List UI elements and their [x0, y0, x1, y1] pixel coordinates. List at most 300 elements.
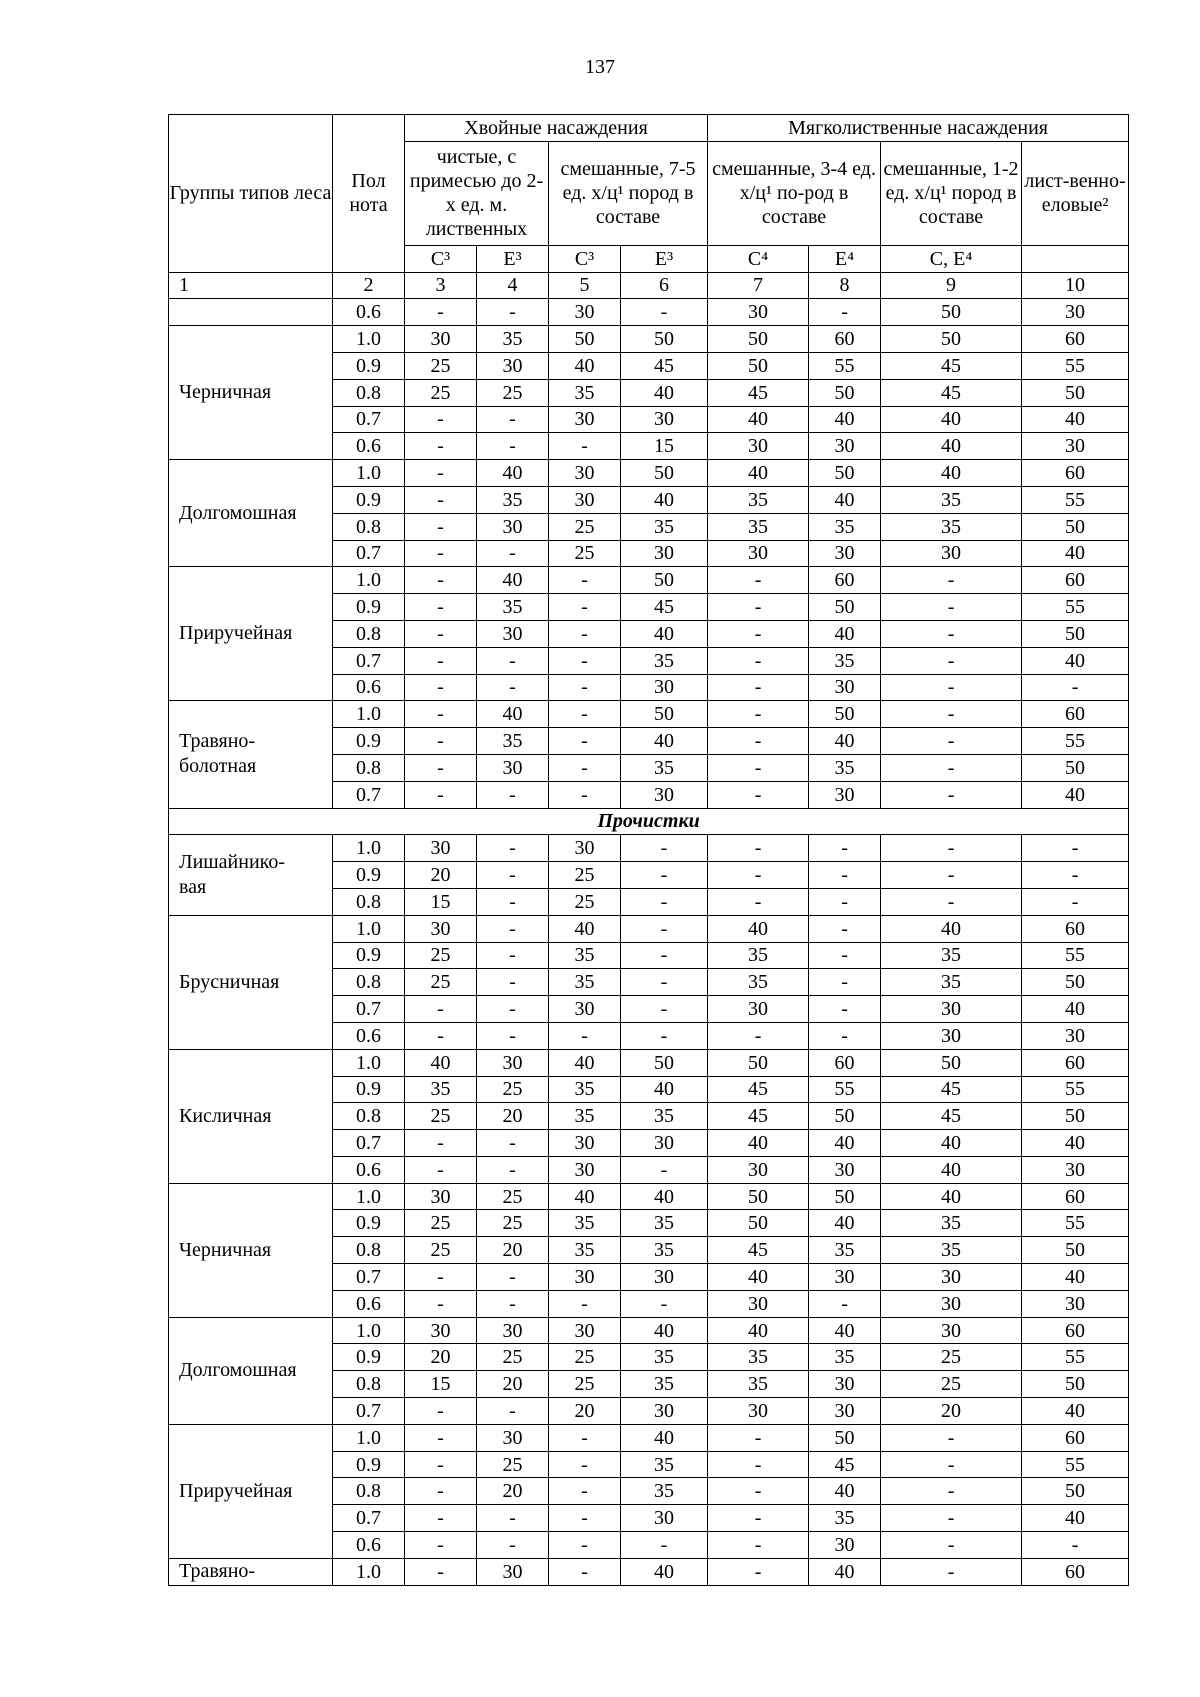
value-cell: - — [405, 754, 477, 781]
value-cell: - — [405, 1130, 477, 1157]
value-cell: 30 — [1022, 1290, 1129, 1317]
value-cell: 60 — [1022, 1558, 1129, 1585]
value-cell: - — [405, 1558, 477, 1585]
value-cell: 30 — [549, 1264, 621, 1291]
value-cell: - — [405, 620, 477, 647]
value-cell: 50 — [1022, 754, 1129, 781]
value-cell: 50 — [708, 326, 809, 353]
value-cell: - — [881, 1532, 1022, 1559]
value-cell: 25 — [405, 1237, 477, 1264]
value-cell: - — [708, 1478, 809, 1505]
value-cell: 40 — [621, 379, 708, 406]
value-cell: 40 — [1022, 647, 1129, 674]
value-cell: 55 — [1022, 942, 1129, 969]
value-cell: 55 — [1022, 1210, 1129, 1237]
value-cell: 50 — [1022, 1237, 1129, 1264]
value-cell: - — [477, 781, 549, 808]
value-cell: 40 — [621, 1183, 708, 1210]
value-cell: 50 — [621, 567, 708, 594]
table-row — [169, 835, 1129, 862]
density-cell: 1.0 — [333, 1424, 405, 1451]
value-cell: 60 — [1022, 1424, 1129, 1451]
value-cell: 45 — [881, 379, 1022, 406]
value-cell: 40 — [809, 1210, 881, 1237]
forest-group-label: Приручейная — [169, 1424, 333, 1558]
value-cell: - — [549, 594, 621, 621]
value-cell: - — [708, 1505, 809, 1532]
value-cell: - — [405, 1424, 477, 1451]
forest-group-label: Долгомошная — [169, 1317, 333, 1424]
value-cell: 35 — [621, 1237, 708, 1264]
value-cell: - — [621, 1532, 708, 1559]
value-cell: - — [405, 781, 477, 808]
table-row — [169, 326, 1129, 353]
density-cell: 0.8 — [333, 513, 405, 540]
density-cell: 0.8 — [333, 1478, 405, 1505]
value-cell: 35 — [621, 754, 708, 781]
header-softwood: Мягколиственные насаждения — [708, 115, 1129, 142]
value-cell: 40 — [708, 406, 809, 433]
table-row — [169, 1317, 1129, 1344]
value-cell: 35 — [621, 1210, 708, 1237]
value-cell: - — [809, 969, 881, 996]
value-cell: 35 — [708, 486, 809, 513]
value-cell: 35 — [881, 942, 1022, 969]
value-cell: 50 — [809, 1183, 881, 1210]
value-cell: 45 — [881, 1103, 1022, 1130]
value-cell: - — [477, 996, 549, 1023]
value-cell: 55 — [809, 352, 881, 379]
value-cell: 60 — [809, 1049, 881, 1076]
density-cell: 1.0 — [333, 835, 405, 862]
value-cell: - — [405, 728, 477, 755]
value-cell: 30 — [809, 1371, 881, 1398]
value-cell: 40 — [621, 486, 708, 513]
value-cell: 30 — [405, 915, 477, 942]
value-cell: - — [549, 1451, 621, 1478]
value-cell: - — [1022, 1532, 1129, 1559]
value-cell: - — [477, 540, 549, 567]
value-cell: 30 — [621, 540, 708, 567]
value-cell: 30 — [477, 352, 549, 379]
value-cell: - — [549, 1424, 621, 1451]
value-cell: 60 — [1022, 915, 1129, 942]
value-cell: - — [881, 1478, 1022, 1505]
density-cell: 0.9 — [333, 862, 405, 889]
value-cell: 35 — [809, 647, 881, 674]
value-cell: - — [708, 1558, 809, 1585]
value-cell: 30 — [1022, 299, 1129, 326]
value-cell: - — [405, 674, 477, 701]
value-cell: 50 — [1022, 620, 1129, 647]
value-cell: 40 — [809, 1130, 881, 1157]
table-row — [169, 701, 1129, 728]
value-cell: - — [477, 862, 549, 889]
value-cell: 25 — [881, 1344, 1022, 1371]
density-cell: 0.7 — [333, 996, 405, 1023]
header-number-cell: 7 — [708, 272, 809, 299]
value-cell: 30 — [621, 1130, 708, 1157]
value-cell: 40 — [708, 915, 809, 942]
value-cell: - — [477, 1022, 549, 1049]
value-cell: 25 — [477, 1183, 549, 1210]
value-cell: 35 — [708, 1344, 809, 1371]
value-cell: - — [1022, 862, 1129, 889]
value-cell: 30 — [1022, 1156, 1129, 1183]
value-cell: 25 — [405, 352, 477, 379]
value-cell: - — [621, 1156, 708, 1183]
value-cell: - — [708, 1424, 809, 1451]
value-cell: 25 — [549, 862, 621, 889]
value-cell: - — [549, 781, 621, 808]
value-cell: - — [708, 1532, 809, 1559]
value-cell: 30 — [809, 781, 881, 808]
value-cell: - — [405, 1505, 477, 1532]
value-cell: - — [621, 299, 708, 326]
header-row-1 — [169, 115, 1129, 142]
value-cell: 20 — [405, 1344, 477, 1371]
value-cell: - — [708, 888, 809, 915]
density-cell: 0.6 — [333, 1532, 405, 1559]
value-cell: - — [405, 1290, 477, 1317]
value-cell: - — [405, 513, 477, 540]
value-cell: 25 — [477, 1344, 549, 1371]
value-cell: 40 — [1022, 996, 1129, 1023]
value-cell: 45 — [708, 379, 809, 406]
value-cell: - — [621, 996, 708, 1023]
value-cell: 15 — [621, 433, 708, 460]
value-cell: 25 — [549, 1344, 621, 1371]
value-cell: 35 — [708, 969, 809, 996]
value-cell: 40 — [621, 1558, 708, 1585]
density-cell: 0.9 — [333, 942, 405, 969]
table-row — [169, 1183, 1129, 1210]
value-cell: 50 — [1022, 1478, 1129, 1505]
value-cell: 30 — [809, 540, 881, 567]
value-cell: - — [809, 1290, 881, 1317]
value-cell: - — [477, 433, 549, 460]
table-row — [169, 1558, 1129, 1585]
density-cell: 0.6 — [333, 1022, 405, 1049]
value-cell: 30 — [708, 1290, 809, 1317]
value-cell: - — [549, 433, 621, 460]
value-cell: 45 — [621, 352, 708, 379]
value-cell: - — [621, 1022, 708, 1049]
value-cell: - — [621, 969, 708, 996]
value-cell: 40 — [621, 1424, 708, 1451]
value-cell: 40 — [477, 460, 549, 487]
value-cell: 35 — [708, 513, 809, 540]
value-cell: 25 — [881, 1371, 1022, 1398]
header-species-cell: Е³ — [477, 245, 549, 272]
value-cell: - — [809, 888, 881, 915]
value-cell: - — [405, 1156, 477, 1183]
value-cell: - — [477, 1130, 549, 1157]
value-cell: 30 — [809, 1156, 881, 1183]
value-cell: 50 — [621, 701, 708, 728]
value-cell: 35 — [549, 1076, 621, 1103]
value-cell: - — [477, 915, 549, 942]
value-cell: 50 — [881, 299, 1022, 326]
value-cell: 35 — [809, 513, 881, 540]
density-cell: 0.8 — [333, 620, 405, 647]
value-cell: 30 — [809, 433, 881, 460]
density-cell: 0.6 — [333, 674, 405, 701]
value-cell: 55 — [1022, 1344, 1129, 1371]
header-number-cell: 5 — [549, 272, 621, 299]
header-number-cell: 8 — [809, 272, 881, 299]
value-cell: 45 — [708, 1103, 809, 1130]
value-cell: 30 — [1022, 433, 1129, 460]
density-cell: 0.9 — [333, 352, 405, 379]
value-cell: - — [1022, 835, 1129, 862]
value-cell: 40 — [881, 1130, 1022, 1157]
header-species-cell: С³ — [549, 245, 621, 272]
forest-group-label: Брусничная — [169, 915, 333, 1049]
forest-group-label: Лишайнико- вая — [169, 835, 333, 915]
density-cell: 0.7 — [333, 1264, 405, 1291]
value-cell: 35 — [621, 1103, 708, 1130]
value-cell: - — [405, 1264, 477, 1291]
value-cell: 35 — [549, 1237, 621, 1264]
density-cell: 0.8 — [333, 1371, 405, 1398]
table-row — [169, 299, 1129, 326]
density-cell: 0.9 — [333, 1344, 405, 1371]
value-cell: - — [708, 620, 809, 647]
value-cell: - — [708, 594, 809, 621]
value-cell: - — [405, 486, 477, 513]
value-cell: 50 — [621, 460, 708, 487]
density-cell: 0.8 — [333, 1103, 405, 1130]
value-cell: 35 — [881, 969, 1022, 996]
value-cell: - — [549, 701, 621, 728]
density-cell: 0.7 — [333, 1505, 405, 1532]
value-cell: - — [477, 835, 549, 862]
value-cell: 45 — [708, 1076, 809, 1103]
value-cell: 55 — [809, 1076, 881, 1103]
density-cell: 0.9 — [333, 1210, 405, 1237]
value-cell: - — [405, 540, 477, 567]
value-cell: 30 — [708, 299, 809, 326]
value-cell: - — [549, 1532, 621, 1559]
value-cell: - — [549, 1290, 621, 1317]
value-cell: - — [708, 674, 809, 701]
header-species-cell: С⁴ — [708, 245, 809, 272]
section-title: Прочистки — [169, 808, 1129, 835]
value-cell: 40 — [881, 1183, 1022, 1210]
value-cell: 20 — [477, 1478, 549, 1505]
value-cell: 60 — [809, 326, 881, 353]
value-cell: - — [405, 567, 477, 594]
value-cell: 40 — [708, 460, 809, 487]
value-cell: 40 — [1022, 1130, 1129, 1157]
value-cell: 40 — [621, 1317, 708, 1344]
value-cell: 20 — [881, 1398, 1022, 1425]
value-cell: 40 — [1022, 781, 1129, 808]
value-cell: 35 — [881, 1210, 1022, 1237]
value-cell: 40 — [881, 406, 1022, 433]
value-cell: 30 — [549, 835, 621, 862]
value-cell: 40 — [1022, 1505, 1129, 1532]
header-number-cell: 10 — [1022, 272, 1129, 299]
value-cell: 25 — [405, 379, 477, 406]
value-cell: - — [708, 728, 809, 755]
density-cell: 1.0 — [333, 1317, 405, 1344]
value-cell: - — [477, 1532, 549, 1559]
density-cell: 0.8 — [333, 888, 405, 915]
header-number-cell: 4 — [477, 272, 549, 299]
value-cell: 40 — [1022, 406, 1129, 433]
value-cell: 35 — [621, 1371, 708, 1398]
value-cell: 30 — [405, 1317, 477, 1344]
value-cell: - — [809, 835, 881, 862]
value-cell: 55 — [1022, 728, 1129, 755]
forest-group-label: Приручейная — [169, 567, 333, 701]
value-cell: 45 — [881, 1076, 1022, 1103]
value-cell: 55 — [1022, 1451, 1129, 1478]
value-cell: 35 — [881, 486, 1022, 513]
value-cell: 50 — [708, 1183, 809, 1210]
value-cell: - — [477, 969, 549, 996]
value-cell: 40 — [1022, 1264, 1129, 1291]
header-sub-deciduous-spruce: лист-венно-еловые² — [1022, 141, 1129, 245]
value-cell: 40 — [809, 486, 881, 513]
value-cell: 35 — [708, 942, 809, 969]
value-cell: 45 — [621, 594, 708, 621]
value-cell: - — [881, 1505, 1022, 1532]
value-cell: 40 — [708, 1264, 809, 1291]
value-cell: 30 — [621, 406, 708, 433]
value-cell: 35 — [809, 1505, 881, 1532]
value-cell: - — [708, 835, 809, 862]
density-cell: 1.0 — [333, 567, 405, 594]
value-cell: 30 — [809, 1264, 881, 1291]
value-cell: 30 — [549, 996, 621, 1023]
value-cell: - — [405, 1532, 477, 1559]
value-cell: - — [621, 915, 708, 942]
value-cell: 25 — [405, 942, 477, 969]
value-cell: 30 — [549, 486, 621, 513]
value-cell: 25 — [405, 1103, 477, 1130]
value-cell: - — [405, 460, 477, 487]
value-cell: 35 — [549, 1103, 621, 1130]
value-cell: - — [549, 728, 621, 755]
value-cell: - — [881, 728, 1022, 755]
value-cell: 20 — [477, 1237, 549, 1264]
value-cell: - — [549, 754, 621, 781]
value-cell: 35 — [809, 754, 881, 781]
value-cell: - — [477, 1290, 549, 1317]
value-cell: 40 — [809, 406, 881, 433]
value-cell: 60 — [1022, 1317, 1129, 1344]
value-cell: 50 — [881, 326, 1022, 353]
value-cell: - — [549, 1558, 621, 1585]
value-cell: - — [809, 1022, 881, 1049]
value-cell: - — [405, 1022, 477, 1049]
value-cell: 30 — [708, 1398, 809, 1425]
value-cell: - — [809, 299, 881, 326]
value-cell: 50 — [809, 460, 881, 487]
value-cell: 30 — [708, 1156, 809, 1183]
value-cell: 30 — [809, 1398, 881, 1425]
header-sub-mixed-7-5: смешанные, 7-5 ед. х/ц¹ пород в составе — [549, 141, 708, 245]
value-cell: 40 — [549, 915, 621, 942]
value-cell: - — [881, 862, 1022, 889]
density-cell: 1.0 — [333, 1558, 405, 1585]
value-cell: 50 — [1022, 1103, 1129, 1130]
forest-group-label: Долгомошная — [169, 460, 333, 567]
forest-group-label: Кисличная — [169, 1049, 333, 1183]
header-forest-groups: Группы типов леса — [169, 115, 333, 273]
value-cell: 35 — [549, 1210, 621, 1237]
value-cell: 35 — [621, 1478, 708, 1505]
value-cell: 30 — [477, 620, 549, 647]
density-cell: 0.7 — [333, 406, 405, 433]
value-cell: 25 — [477, 1451, 549, 1478]
header-species-cell — [1022, 245, 1129, 272]
value-cell: 40 — [549, 1049, 621, 1076]
value-cell: - — [881, 888, 1022, 915]
value-cell: 30 — [477, 1424, 549, 1451]
value-cell: - — [549, 1478, 621, 1505]
value-cell: 40 — [809, 1478, 881, 1505]
value-cell: 35 — [621, 513, 708, 540]
value-cell: 35 — [477, 594, 549, 621]
value-cell: 30 — [881, 1317, 1022, 1344]
value-cell: - — [477, 299, 549, 326]
density-cell: 0.7 — [333, 1398, 405, 1425]
forest-group-label: Черничная — [169, 326, 333, 460]
density-cell: 1.0 — [333, 326, 405, 353]
value-cell: 25 — [477, 1076, 549, 1103]
value-cell: 35 — [881, 513, 1022, 540]
value-cell: 35 — [477, 486, 549, 513]
value-cell: - — [1022, 888, 1129, 915]
value-cell: 30 — [621, 1398, 708, 1425]
density-cell: 0.8 — [333, 1237, 405, 1264]
value-cell: - — [477, 647, 549, 674]
value-cell: 40 — [708, 1317, 809, 1344]
value-cell: - — [405, 433, 477, 460]
value-cell: - — [477, 1505, 549, 1532]
value-cell: - — [477, 406, 549, 433]
value-cell: 40 — [708, 1130, 809, 1157]
value-cell: 35 — [621, 1451, 708, 1478]
density-cell: 1.0 — [333, 460, 405, 487]
value-cell: 35 — [405, 1076, 477, 1103]
value-cell: 35 — [809, 1237, 881, 1264]
value-cell: 30 — [881, 540, 1022, 567]
value-cell: 30 — [477, 754, 549, 781]
value-cell: - — [405, 1451, 477, 1478]
value-cell: 40 — [809, 1317, 881, 1344]
value-cell: 50 — [708, 352, 809, 379]
value-cell: 50 — [881, 1049, 1022, 1076]
value-cell: 35 — [549, 379, 621, 406]
header-sub-mixed-1-2: смешанные, 1-2 ед. х/ц¹ пород в составе — [881, 141, 1022, 245]
value-cell: - — [621, 862, 708, 889]
value-cell: 60 — [1022, 701, 1129, 728]
value-cell: 40 — [621, 620, 708, 647]
value-cell: 25 — [549, 1371, 621, 1398]
value-cell: 55 — [1022, 1076, 1129, 1103]
density-cell: 1.0 — [333, 915, 405, 942]
value-cell: 30 — [549, 299, 621, 326]
value-cell: 30 — [477, 1558, 549, 1585]
value-cell: 25 — [477, 1210, 549, 1237]
value-cell: - — [549, 1022, 621, 1049]
value-cell: 30 — [708, 996, 809, 1023]
